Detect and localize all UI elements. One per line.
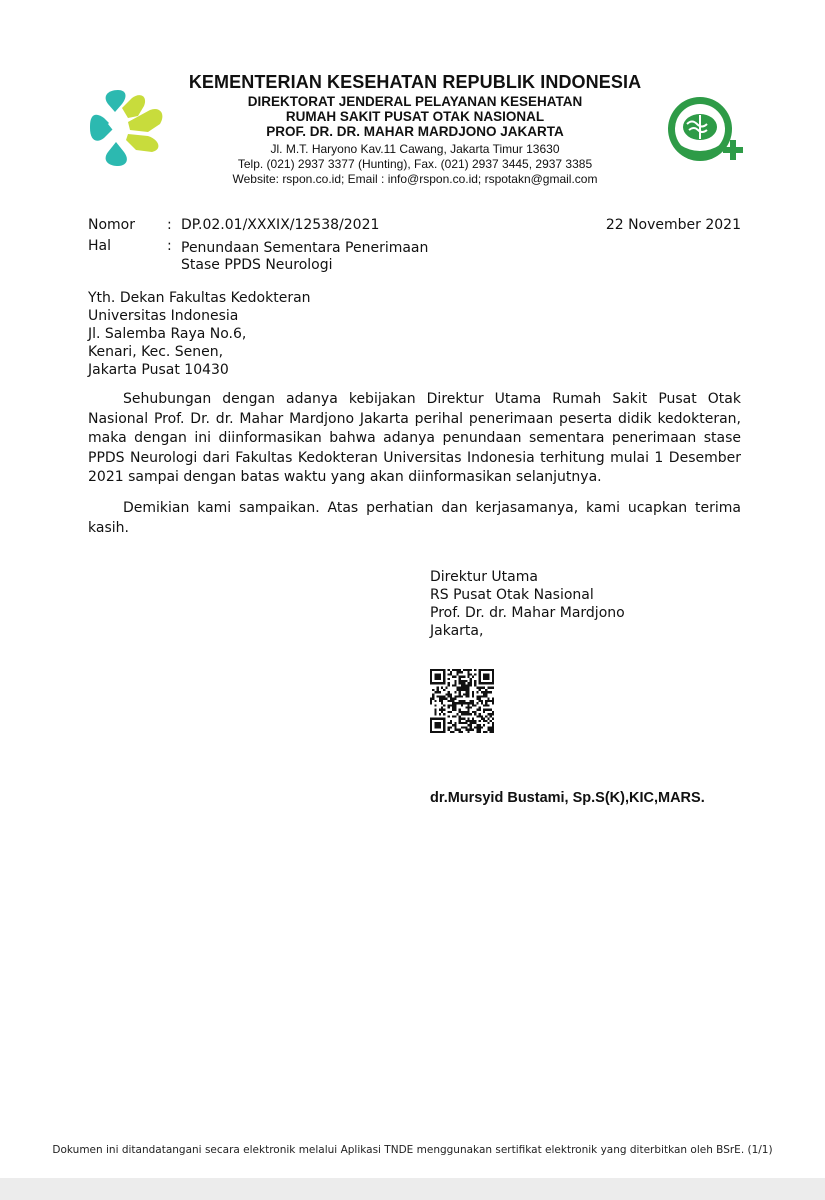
letterhead-hospital-name: PROF. DR. DR. MAHAR MARDJONO JAKARTA <box>266 124 564 139</box>
body-paragraph-1: Sehubungan dengan adanya kebijakan Direktur Utama Rumah Sakit Pusat Otak Nasional Prof. Dr. dr. Mahar Mardjono Jakarta perihal penerimaan peserta didik kedokteran, maka dengan ini diinformasikan bahwa adanya penundaan sementara penerimaan stase PPDS Neurologi dari Fakultas Kedokteran Universitas Indonesia terhitung mulai 1 Desember 2021 sampai dengan batas waktu yang akan diinformasikan selanjutnya. <box>88 391 741 485</box>
nomor-value: DP.02.01/XXXIX/12538/2021 <box>181 217 380 233</box>
signature-institution: RS Pusat Otak Nasional <box>430 587 594 603</box>
letter-date: 22 November 2021 <box>605 217 741 233</box>
signer-name: dr.Mursyid Bustami, Sp.S(K),KIC,MARS. <box>430 790 705 806</box>
letterhead-web: Website: rspon.co.id; Email : info@rspon.co.id; rspotakn@gmail.com <box>232 172 598 186</box>
recipient-line-4: Kenari, Kec. Senen, <box>88 344 224 360</box>
signature-institution-name: Prof. Dr. dr. Mahar Mardjono <box>430 605 625 621</box>
letterhead-directorate: DIREKTORAT JENDERAL PELAYANAN KESEHATAN <box>247 94 583 109</box>
recipient-line-1: Yth. Dekan Fakultas Kedokteran <box>88 290 311 306</box>
body-paragraph-2: Demikian kami sampaikan. Atas perhatian dan kerjasamanya, kami ucapkan terima kasih. <box>88 500 741 536</box>
qr-code-icon <box>430 669 494 733</box>
bottom-margin <box>0 1178 825 1200</box>
letterhead-address: Jl. M.T. Haryono Kav.11 Cawang, Jakarta Timur 13630 <box>270 142 560 156</box>
recipient-line-5: Jakarta Pusat 10430 <box>88 362 229 378</box>
letterhead-ministry: KEMENTERIAN KESEHATAN REPUBLIK INDONESIA <box>188 72 642 92</box>
letterhead-hospital: RUMAH SAKIT PUSAT OTAK NASIONAL <box>285 109 545 124</box>
footer-note: Dokumen ini ditandatangani secara elektronik melalui Aplikasi TNDE menggunakan sertifikat elektronik yang diterbitkan oleh BSrE. (1/1) <box>52 1144 773 1156</box>
signature-city: Jakarta, <box>430 623 484 639</box>
hal-line-1: Penundaan Sementara Penerimaan <box>181 240 429 256</box>
recipient-line-2: Universitas Indonesia <box>88 308 239 324</box>
hal-line-2: Stase PPDS Neurologi <box>181 257 333 273</box>
hal-label: Hal <box>88 238 111 254</box>
signature-title: Direktur Utama <box>430 569 538 585</box>
nomor-colon: : <box>167 217 172 233</box>
rspon-brain-logo-icon <box>666 96 748 166</box>
nomor-label: Nomor <box>88 217 135 233</box>
letterhead-phone: Telp. (021) 2937 3377 (Hunting), Fax. (021) 2937 3445, 2937 3385 <box>237 157 593 171</box>
hal-colon: : <box>167 238 172 254</box>
kemenkes-logo-icon <box>88 88 166 168</box>
recipient-line-3: Jl. Salemba Raya No.6, <box>88 326 247 342</box>
